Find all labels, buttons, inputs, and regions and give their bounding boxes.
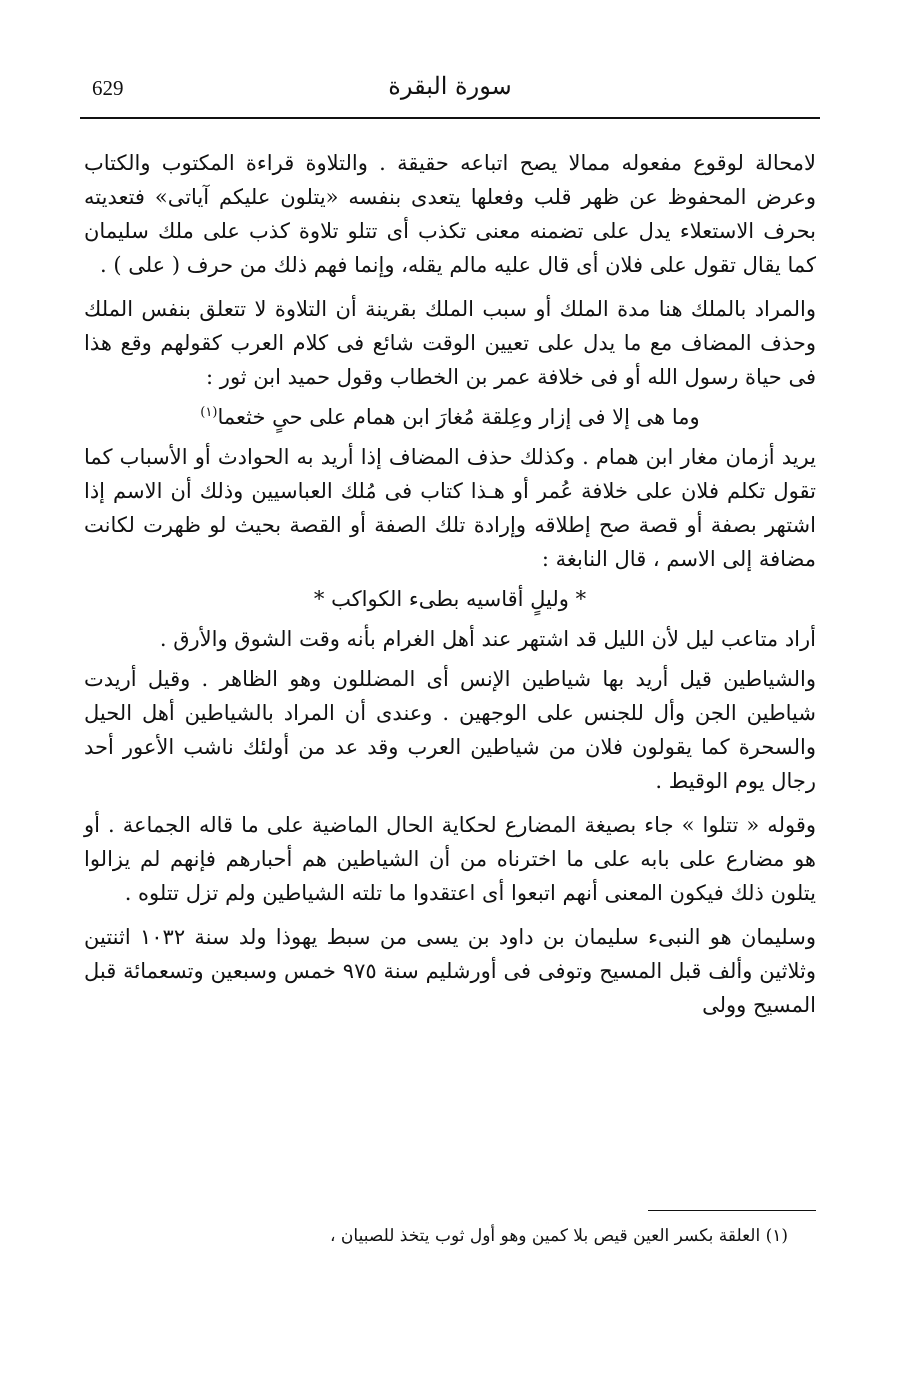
footnote-marker: (١) — [200, 405, 218, 420]
paragraph-mudaf: يريد أزمان مغار ابن همام . وكذلك حذف المضاف إذا أريد به الحوادث أو الأسباب كما تقول تكلم فلان على خلافة عُمر أو هـذا كتاب فى مُلك العباسيين وذلك أن الاسم إذا اشتهر بصفة أو قصة صح إطلاقه وإرادة تلك الصفة أو القصة بحيث لو ظهرت لكانت مضافة إلى الاسم ، قال النابغة : — [84, 445, 816, 571]
page-number: 629 — [92, 76, 124, 100]
paragraph-shayatin: والشياطين قيل أريد بها شياطين الإنس أى المضللون وهو الظاهر . وقيل أريدت شياطين الجن وأل للجنس على الوجهين . وعندى أن المراد بالشياطين أهل الحيل والسحرة كما يقولون فلان من شياطين العرب وقد عد من أولئك ناشب الأعور أحد رجال يوم الوقيط . — [84, 667, 816, 793]
verse-humaid — [84, 400, 816, 434]
verse-nabigha: * وليلٍ أقاسيه بطىء الكواكب * — [313, 587, 587, 611]
paragraph-tatlu: وقوله « تتلوا » جاء بصيغة المضارع لحكاية الحال الماضية على ما قاله الجماعة . أو هو مضارع على بابه على ما اخترناه من أن الشياطين هم أحبارهم فإنهم لم يزالوا يتلون ذلك فيكون المعنى أنهم اتبعوا أى اعتقدوا ما تلته الشياطين ولم تزل تتلوه . — [84, 813, 816, 905]
footnote: (١) العلقة بكسر العين قيص بلا كمين وهو أول ثوب يتخذ للصبيان ، — [330, 1226, 788, 1246]
page-body — [84, 146, 816, 1028]
page-header — [80, 58, 820, 108]
paragraph-layl: أراد متاعب ليل لأن الليل قد اشتهر عند أهل الغرام بأنه وقت الشوق والأرق . — [159, 627, 816, 651]
header-divider — [80, 117, 820, 119]
footnote-divider — [648, 1210, 816, 1211]
paragraph-sulayman: وسليمان هو النبىء سليمان بن داود بن يسى من سبط يهوذا ولد سنة ١٠٣٢ اثنتين وثلاثين وألف قبل المسيح وتوفى فى أورشليم سنة ٩٧٥ خمس وسبعين وتسعمائة قبل المسيح وولى — [84, 925, 816, 1017]
paragraph-tilawa: لامحالة لوقوع مفعوله ممالا يصح اتباعه حقيقة . والتلاوة قراءة المكتوب والكتاب وعرض المحفوظ عن ظهر قلب وفعلها يتعدى بنفسه «يتلون عليكم آياتى» فتعديته بحرف الاستعلاء يدل على تضمنه معنى تكذب أى تتلو تلاوة كذب على ملك سليمان كما يقال تقول على فلان أى قال عليه مالم يقله، وإنما فهم ذلك من حرف ( على ) . — [84, 151, 816, 277]
surah-title: سورة البقرة — [388, 72, 512, 100]
verse-humaid-text: وما هى إلا فى إزار وعِلقة مُغارَ ابن همام على حىٍ خثعما — [217, 405, 700, 429]
paragraph-mulk: والمراد بالملك هنا مدة الملك أو سبب الملك بقرينة أن التلاوة لا تتعلق بنفس الملك وحذف المضاف مع ما يدل على تعيين الوقت شائع فى كلام العرب كقولهم وقع هذا فى حياة رسول الله أو فى خلافة عمر بن الخطاب وقول حميد ابن ثور : — [84, 297, 816, 389]
